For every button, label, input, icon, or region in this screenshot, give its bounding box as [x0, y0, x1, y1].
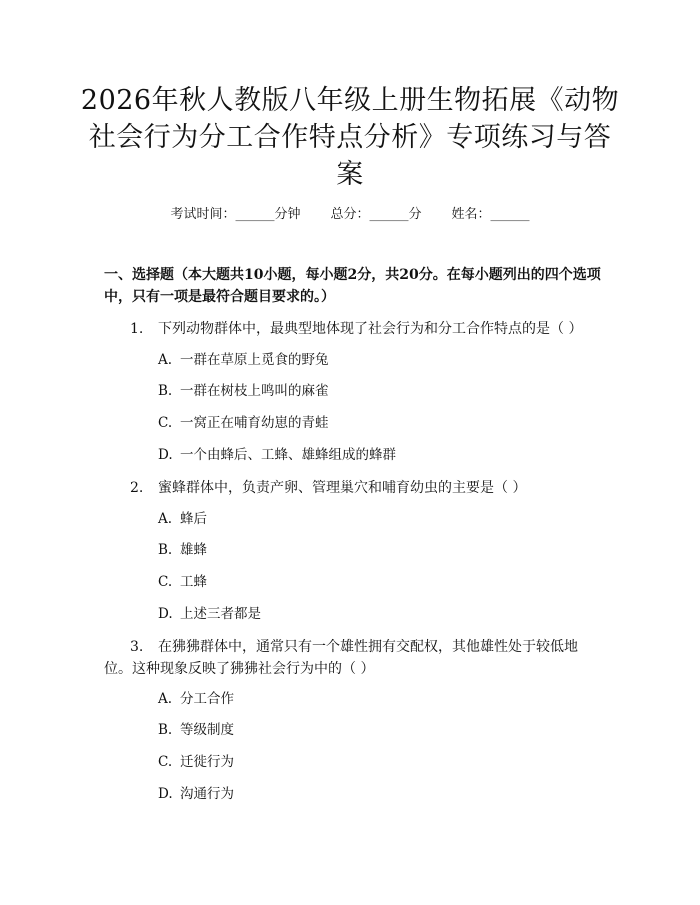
- option-letter: D.: [158, 786, 173, 802]
- option-letter: B.: [158, 542, 173, 558]
- option-letter: C.: [158, 754, 173, 770]
- option-text: 沟通行为: [180, 786, 234, 802]
- option-text: 工蜂: [180, 574, 207, 590]
- question-3-option-a: [158, 689, 234, 709]
- section-heading: 一、选择题（本大题共10小题，每小题2分，共20分。在每小题列出的四个选项中，只有一项是最符合题目要求的。）: [104, 267, 601, 305]
- question-2-option-d: [158, 604, 261, 624]
- option-letter: A.: [158, 691, 173, 707]
- student-name-field: 姓名：______: [451, 207, 530, 222]
- option-text: 雄蜂: [180, 542, 207, 558]
- option-letter: A.: [158, 511, 173, 527]
- question-1-option-b: [158, 381, 329, 401]
- question-3-option-d: [158, 784, 234, 804]
- document-title: 2026年秋人教版八年级上册生物拓展《动物社会行为分工合作特点分析》专项练习与答案: [80, 85, 620, 190]
- question-number: 2.: [130, 480, 144, 496]
- exam-info-line: [0, 206, 700, 224]
- question-text: 在狒狒群体中，通常只有一个雄性拥有交配权，其他雄性处于较低地位。这种现象反映了狒狒社会行为中的（ ）: [104, 639, 578, 677]
- question-1-option-a: [158, 350, 329, 370]
- option-letter: B.: [158, 722, 173, 738]
- question-3-option-c: [158, 752, 234, 772]
- question-2-option-b: [158, 540, 207, 560]
- option-letter: A.: [158, 352, 173, 368]
- option-text: 等级制度: [180, 722, 234, 738]
- option-text: 分工合作: [180, 691, 234, 707]
- question-2-option-a: [158, 509, 207, 529]
- option-letter: B.: [158, 383, 173, 399]
- option-text: 蜂后: [180, 511, 207, 527]
- option-text: 一窝正在哺育幼崽的青蛙: [180, 415, 329, 431]
- option-letter: D.: [158, 606, 173, 622]
- option-letter: D.: [158, 447, 173, 463]
- option-text: 迁徙行为: [180, 754, 234, 770]
- question-1-option-c: [158, 413, 329, 433]
- question-text: 蜜蜂群体中，负责产卵、管理巢穴和哺育幼虫的主要是（ ）: [158, 480, 527, 496]
- exam-score-field: 总分：______分: [330, 207, 422, 222]
- option-text: 一群在草原上觅食的野兔: [180, 352, 329, 368]
- exam-time-field: 考试时间：______分钟: [170, 207, 301, 222]
- option-text: 一群在树枝上鸣叫的麻雀: [180, 383, 329, 399]
- option-text: 上述三者都是: [180, 606, 261, 622]
- option-letter: C.: [158, 574, 173, 590]
- question-1-option-d: [158, 445, 396, 465]
- question-2: [104, 477, 604, 499]
- question-1: [104, 318, 604, 340]
- question-3: [104, 636, 604, 680]
- question-number: 3.: [130, 639, 144, 655]
- option-text: 一个由蜂后、工蜂、雄蜂组成的蜂群: [180, 447, 396, 463]
- option-letter: C.: [158, 415, 173, 431]
- question-number: 1.: [130, 321, 144, 337]
- question-3-option-b: [158, 720, 234, 740]
- question-text: 下列动物群体中，最典型地体现了社会行为和分工合作特点的是（ ）: [158, 321, 583, 337]
- question-2-option-c: [158, 572, 207, 592]
